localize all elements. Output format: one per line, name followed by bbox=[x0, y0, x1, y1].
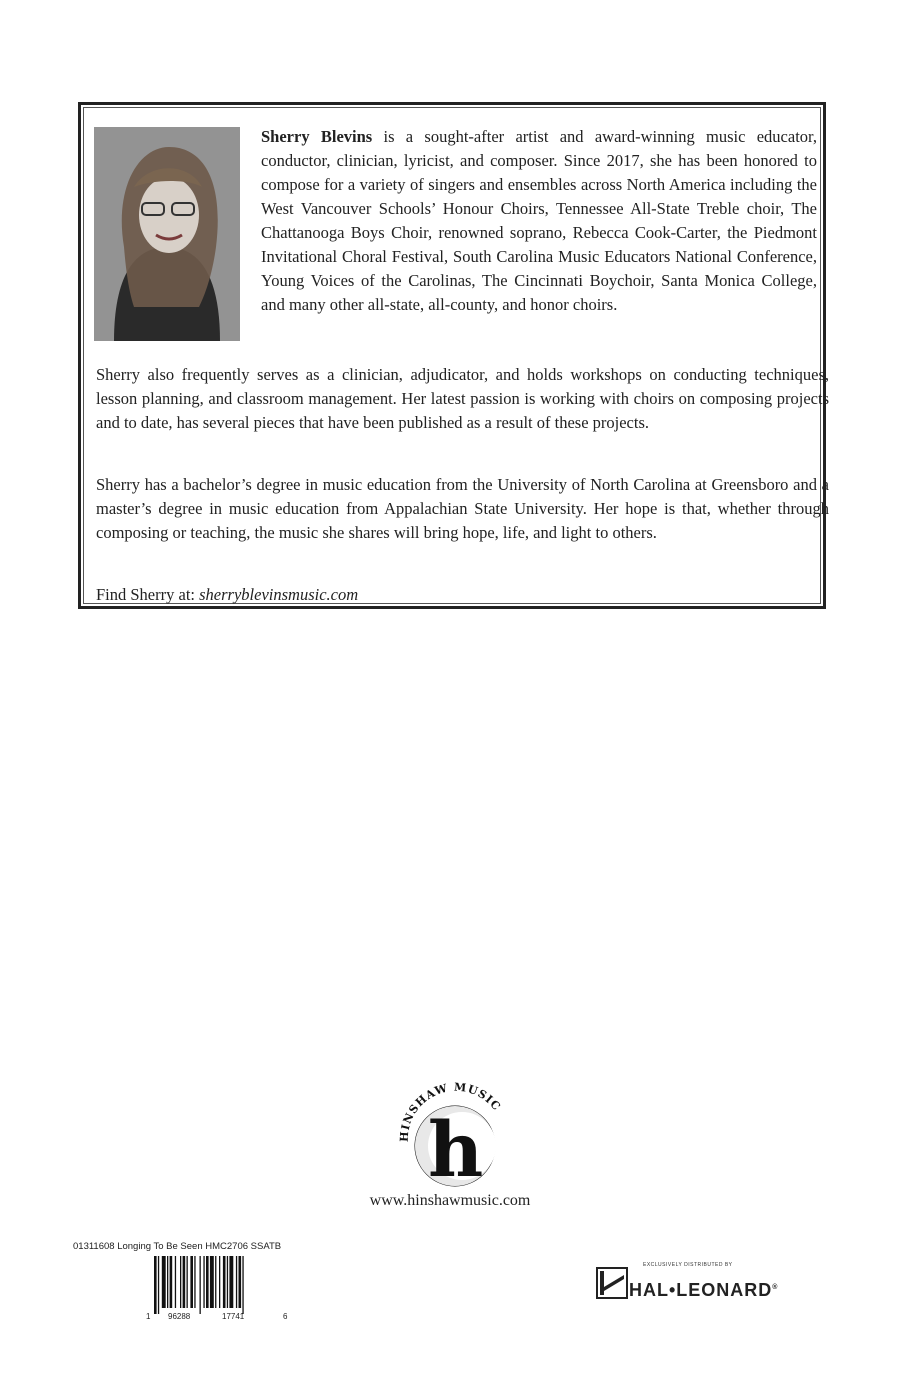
barcode-digit-right: 6 bbox=[283, 1312, 288, 1321]
barcode-bar bbox=[236, 1256, 237, 1308]
portrait-image bbox=[94, 127, 240, 341]
barcode-bar bbox=[203, 1256, 204, 1308]
barcode-bar bbox=[154, 1256, 157, 1314]
bio-intro-paragraph bbox=[261, 125, 817, 317]
distributor-name-text: HAL•LEONARD bbox=[629, 1280, 773, 1300]
barcode-bar bbox=[210, 1256, 214, 1308]
hinshaw-music-logo bbox=[380, 1080, 530, 1190]
logo-arc-text: HINSHAW MUSIC bbox=[397, 1080, 504, 1143]
barcode-bar bbox=[206, 1256, 209, 1308]
barcode-bar bbox=[200, 1256, 201, 1314]
find-label: Find Sherry at: bbox=[96, 585, 200, 604]
barcode bbox=[150, 1256, 280, 1316]
barcode-bar bbox=[170, 1256, 173, 1308]
author-website-link[interactable]: sherryblevinsmusic.com bbox=[199, 585, 359, 604]
distributor-note: EXCLUSIVELY DISTRIBUTED BY bbox=[643, 1262, 733, 1268]
registered-mark: ® bbox=[772, 1284, 779, 1291]
barcode-bar bbox=[162, 1256, 166, 1308]
bio-paragraph-3: Sherry has a bachelor’s degree in music education from the University of North Carolina at Greensboro and a master’s degree in music education from Appalachian State University. Her hope is that, whether through composing or teaching, the music she shares will bring hope, life, and light to others. bbox=[96, 475, 829, 542]
barcode-bar bbox=[190, 1256, 193, 1308]
author-photo bbox=[94, 127, 240, 341]
author-name: Sherry Blevins bbox=[261, 127, 373, 146]
barcode-bar bbox=[187, 1256, 188, 1308]
barcode-bar bbox=[239, 1256, 242, 1308]
barcode-bar bbox=[180, 1256, 181, 1308]
hal-leonard-icon bbox=[596, 1267, 628, 1299]
publisher-website[interactable]: www.hinshawmusic.com bbox=[369, 1192, 531, 1209]
find-author-line bbox=[96, 583, 829, 607]
logo-letter: h bbox=[428, 1105, 484, 1190]
barcode-digits-group-1: 96288 bbox=[168, 1312, 191, 1321]
barcode-bar bbox=[158, 1256, 159, 1314]
bio-intro-text: is a sought-after artist and award-winning music educator, conductor, clinician, lyricist, and composer. Since 2017, she has been honored to compose for a variety of singers and ensembles across North America including the West Vancouver Schools’ Honour Choirs, Tennessee All-State Treble choir, The Chattanooga Boys Choir, renowned soprano, Rebecca Cook-Carter, the Piedmont Invitational Choral Festival, South Carolina Music Educators National Conference, Young Voices of the Carolinas, The Cincinnati Boychoir, Santa Monica College, and many other all-state, all-county, and honor choirs. bbox=[261, 127, 817, 314]
barcode-bar bbox=[223, 1256, 226, 1308]
barcode-bar bbox=[227, 1256, 228, 1308]
barcode-bar bbox=[183, 1256, 186, 1308]
bio-paragraph-2: Sherry also frequently serves as a clinician, adjudicator, and holds workshops on conducting techniques, lesson planning, and classroom management. Her latest passion is working with choirs on composing projects and to date, has several pieces that have been published as a result of these projects. bbox=[96, 365, 829, 432]
barcode-bar bbox=[229, 1256, 233, 1308]
barcode-digits-group-2: 17741 bbox=[222, 1312, 245, 1321]
barcode-bar bbox=[219, 1256, 220, 1308]
author-bio-box bbox=[78, 102, 829, 609]
barcode-digit-left: 1 bbox=[146, 1312, 151, 1321]
catalog-line: 01311608 Longing To Be Seen HMC2706 SSATB bbox=[73, 1241, 282, 1252]
barcode-bar bbox=[242, 1256, 243, 1314]
barcode-bar bbox=[175, 1256, 176, 1308]
barcode-bar bbox=[167, 1256, 168, 1308]
distributor-name bbox=[629, 1280, 778, 1301]
barcode-bar bbox=[194, 1256, 195, 1308]
barcode-bar bbox=[215, 1256, 216, 1308]
